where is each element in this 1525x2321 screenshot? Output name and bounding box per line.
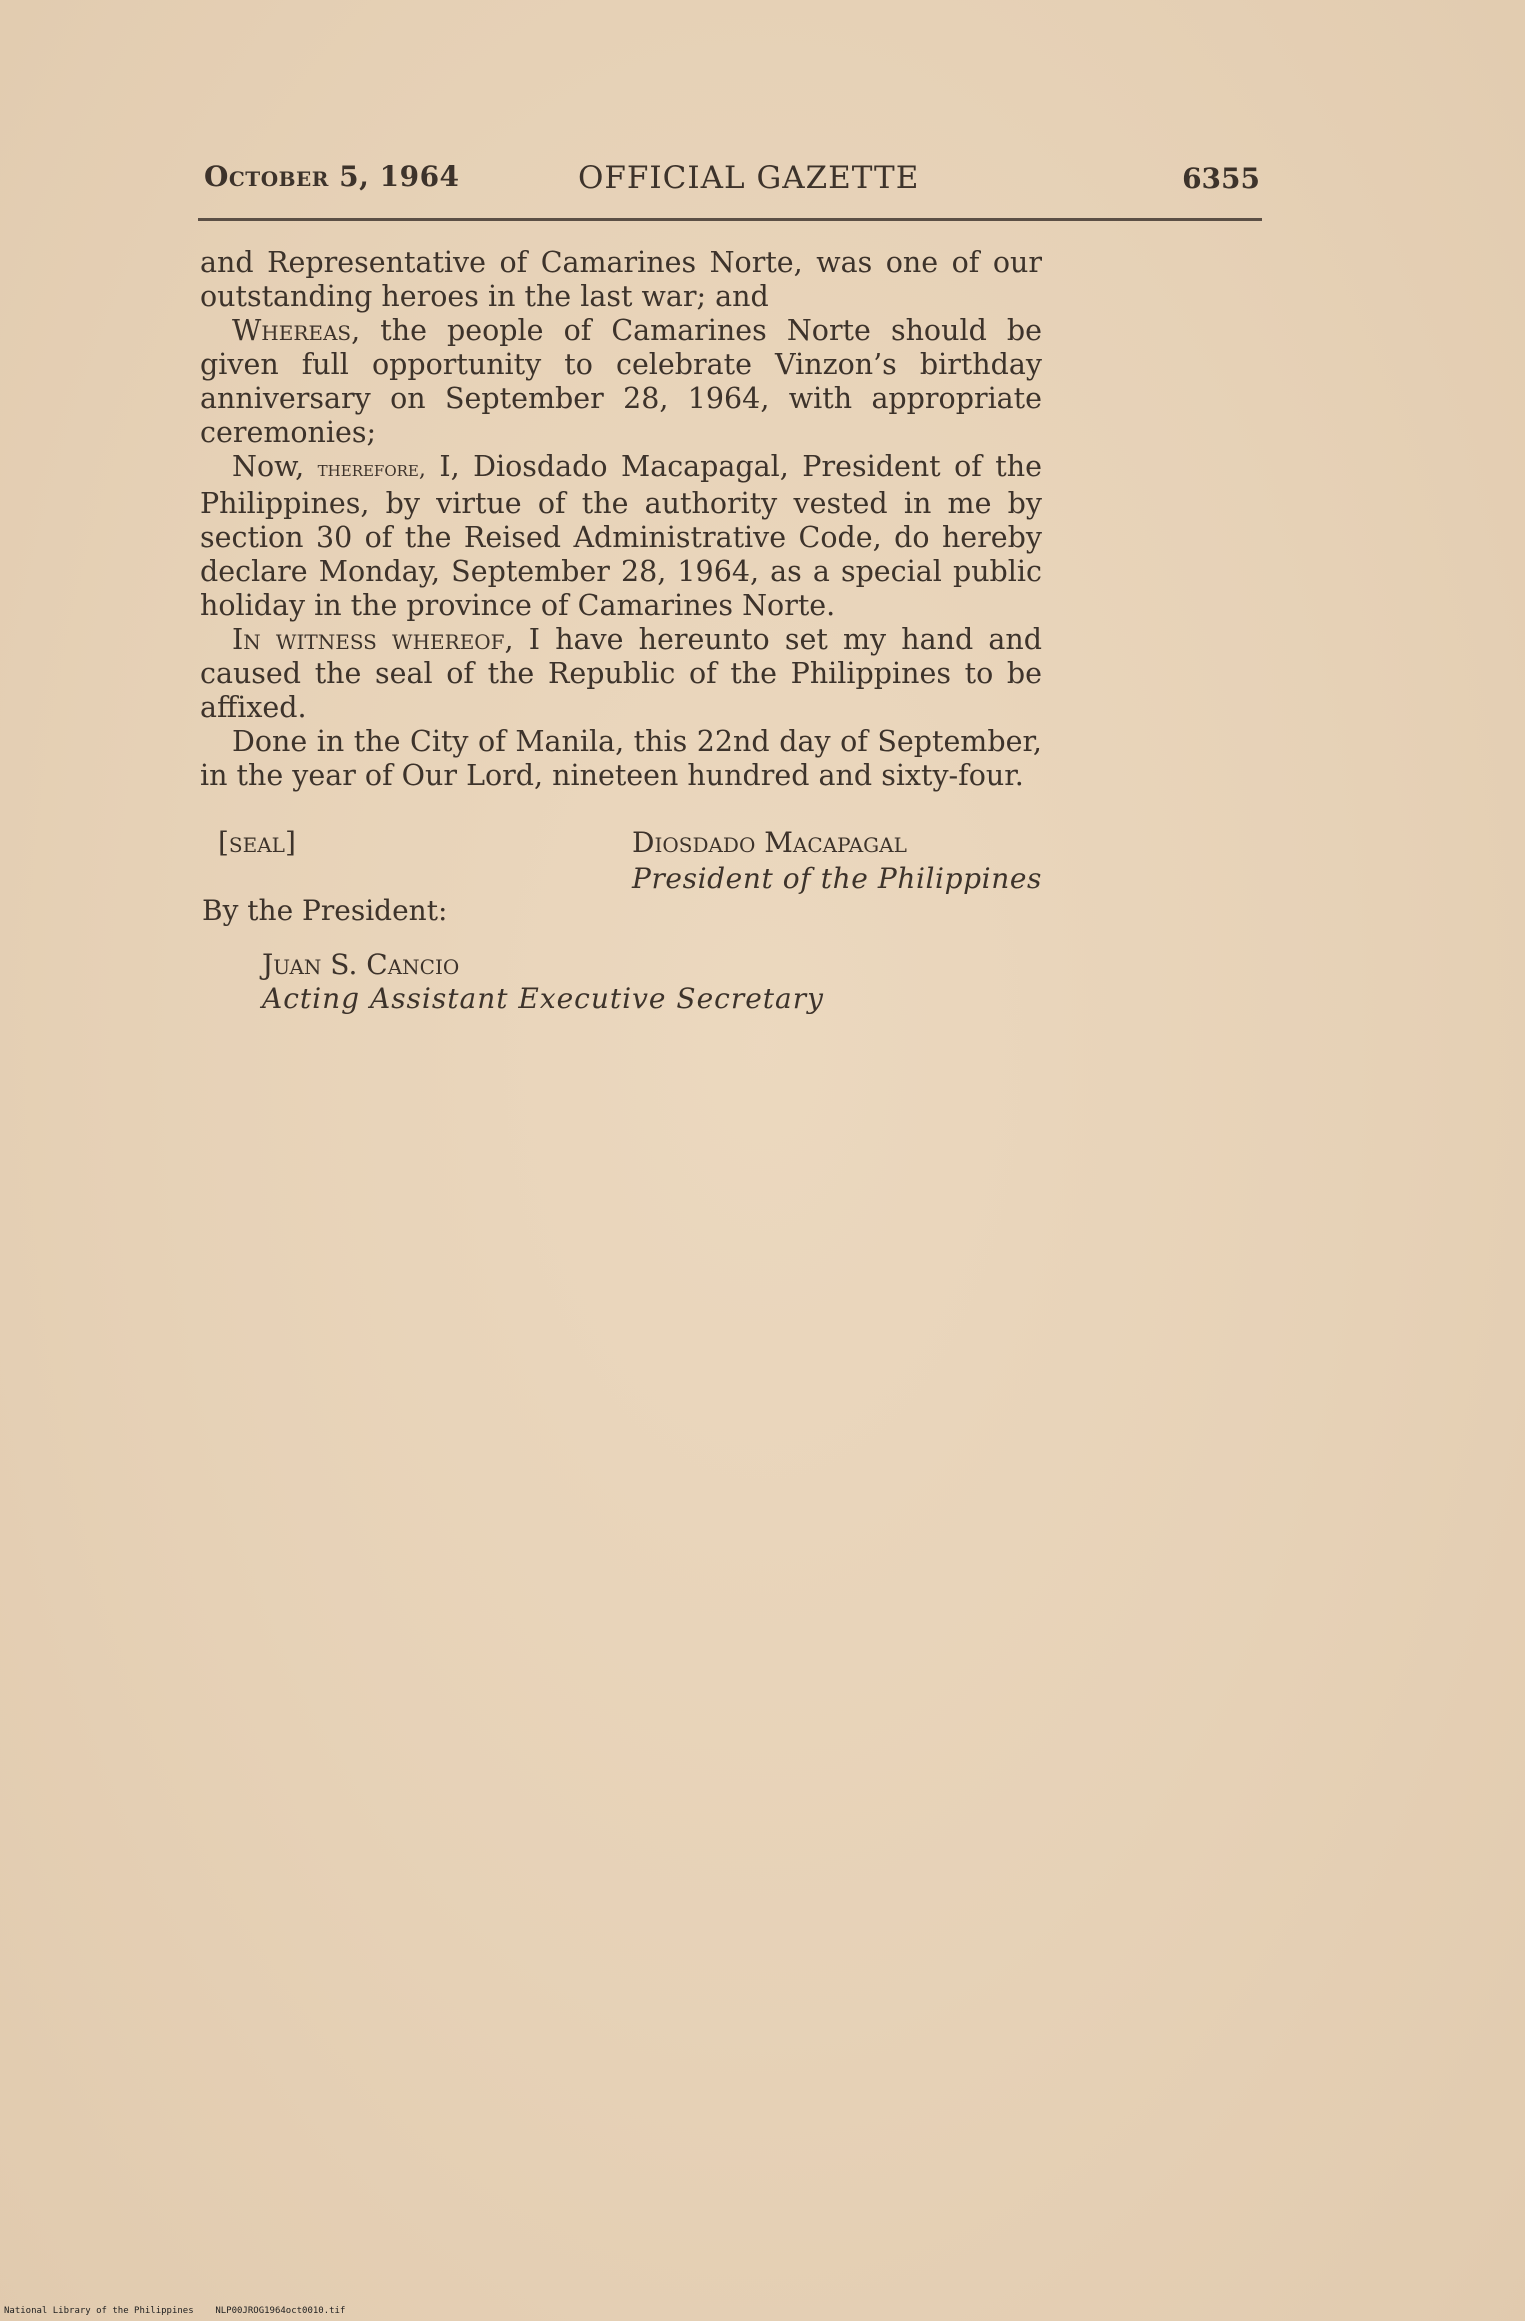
paragraph-4-lead: In witness whereof,	[232, 623, 514, 656]
seal-mark: [seal]	[218, 826, 296, 859]
paragraph-2-lead: Whereas,	[232, 314, 361, 347]
proclamation-body	[200, 246, 1042, 793]
paragraph-4-text: I have hereunto set my hand and caused the seal of the Republic of the Philippines to be affixed.	[200, 623, 1042, 724]
secretary-name: Juan S. Cancio	[262, 948, 460, 981]
paragraph-4	[200, 623, 1042, 725]
secretary-title: Acting Assistant Executive Secretary	[262, 982, 824, 1015]
paragraph-2-text: the people of Camarines Norte should be given full opportunity to celebrate Vinzon’s birthday anniversary on September 28, 1964, with appropriate ceremonies;	[200, 314, 1042, 449]
page-header	[204, 160, 1260, 206]
paragraph-3-lead-therefore: therefore,	[317, 457, 426, 482]
paragraph-1: and Representative of Camarines Norte, was one of our outstanding heroes in the last war; and	[200, 246, 1042, 313]
paragraph-3-text: I, Diosdado Macapagal, President of the Philippines, by virtue of the authority vested in me by section 30 of the Reised Administrative Code, do hereby declare Monday, September 28, 1964, as a special public holiday in the province of Camarines Norte.	[200, 450, 1042, 622]
footer-filename: NLP00JROG1964oct0010.tif	[215, 2306, 346, 2316]
paragraph-3	[200, 450, 1042, 623]
paragraph-3-lead-now: Now,	[232, 450, 318, 483]
president-name: Diosdado Macapagal	[632, 826, 907, 859]
scan-footer	[4, 2306, 345, 2316]
president-title: President of the Philippines	[632, 862, 1042, 895]
paragraph-5: Done in the City of Manila, this 22nd day of September, in the year of Our Lord, nineteen hundred and sixty-four.	[200, 725, 1042, 792]
footer-source: National Library of the Philippines	[4, 2306, 194, 2316]
header-title: OFFICIAL GAZETTE	[578, 160, 920, 196]
header-page-number: 6355	[1182, 162, 1260, 195]
header-rule	[198, 218, 1262, 221]
by-the-president: By the President:	[202, 894, 448, 927]
header-date: October 5, 1964	[204, 160, 460, 193]
paragraph-2	[200, 314, 1042, 450]
